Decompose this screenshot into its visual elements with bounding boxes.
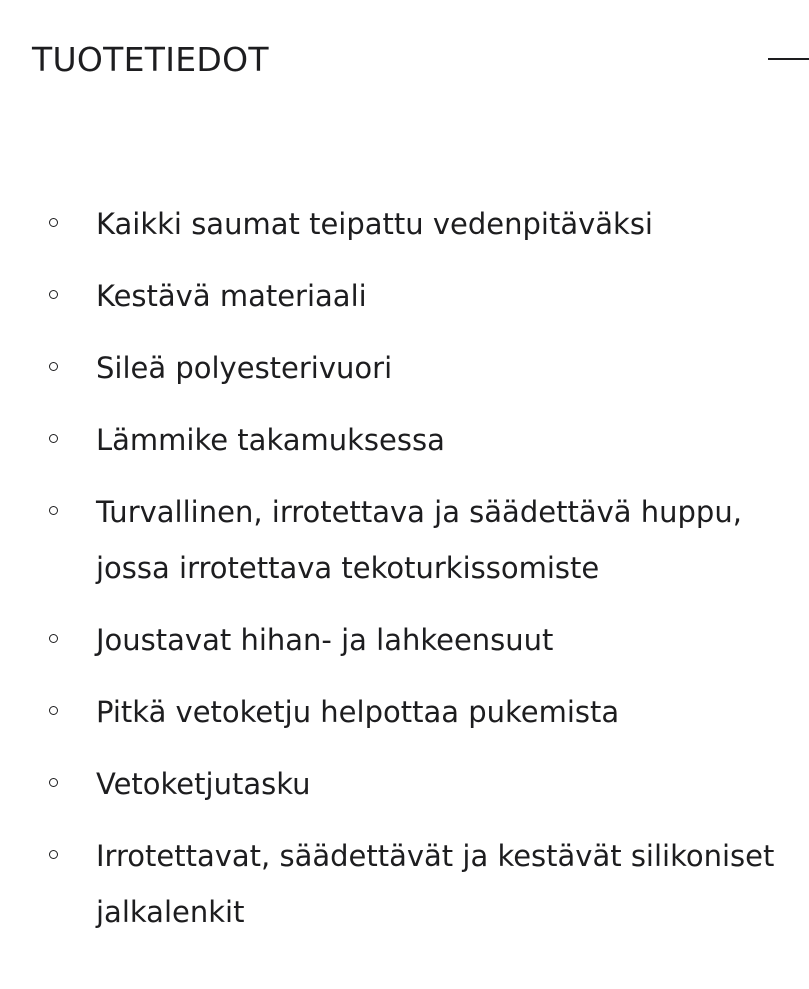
feature-item (0, 684, 809, 740)
feature-text: Lämmike takamuksessa (96, 423, 445, 457)
bullet-circle-icon (49, 706, 58, 715)
feature-list (0, 196, 809, 956)
bullet-circle-icon (49, 850, 58, 859)
feature-item (0, 756, 809, 812)
feature-item (0, 484, 809, 596)
section-title: TUOTETIEDOT (32, 40, 269, 79)
feature-item (0, 196, 809, 252)
feature-text: Irrotettavat, säädettävät ja kestävät silikoniset jalkalenkit (96, 839, 775, 929)
feature-item (0, 828, 809, 940)
feature-item (0, 612, 809, 668)
feature-text: Vetoketjutasku (96, 767, 311, 801)
bullet-circle-icon (49, 634, 58, 643)
collapse-toggle-button[interactable] (764, 40, 809, 80)
bullet-circle-icon (49, 778, 58, 787)
minus-icon (768, 58, 809, 60)
feature-text: Kaikki saumat teipattu vedenpitäväksi (96, 207, 653, 241)
feature-text: Turvallinen, irrotettava ja säädettävä huppu, jossa irrotettava tekoturkissomiste (96, 495, 742, 585)
feature-text: Pitkä vetoketju helpottaa pukemista (96, 695, 620, 729)
feature-item (0, 412, 809, 468)
bullet-circle-icon (49, 434, 58, 443)
product-details-header[interactable] (0, 0, 809, 120)
feature-text: Joustavat hihan- ja lahkeensuut (96, 623, 554, 657)
feature-item (0, 340, 809, 396)
bullet-circle-icon (49, 218, 58, 227)
bullet-circle-icon (49, 506, 58, 515)
feature-item (0, 268, 809, 324)
feature-text: Sileä polyesterivuori (96, 351, 393, 385)
bullet-circle-icon (49, 290, 58, 299)
bullet-circle-icon (49, 362, 58, 371)
feature-text: Kestävä materiaali (96, 279, 367, 313)
